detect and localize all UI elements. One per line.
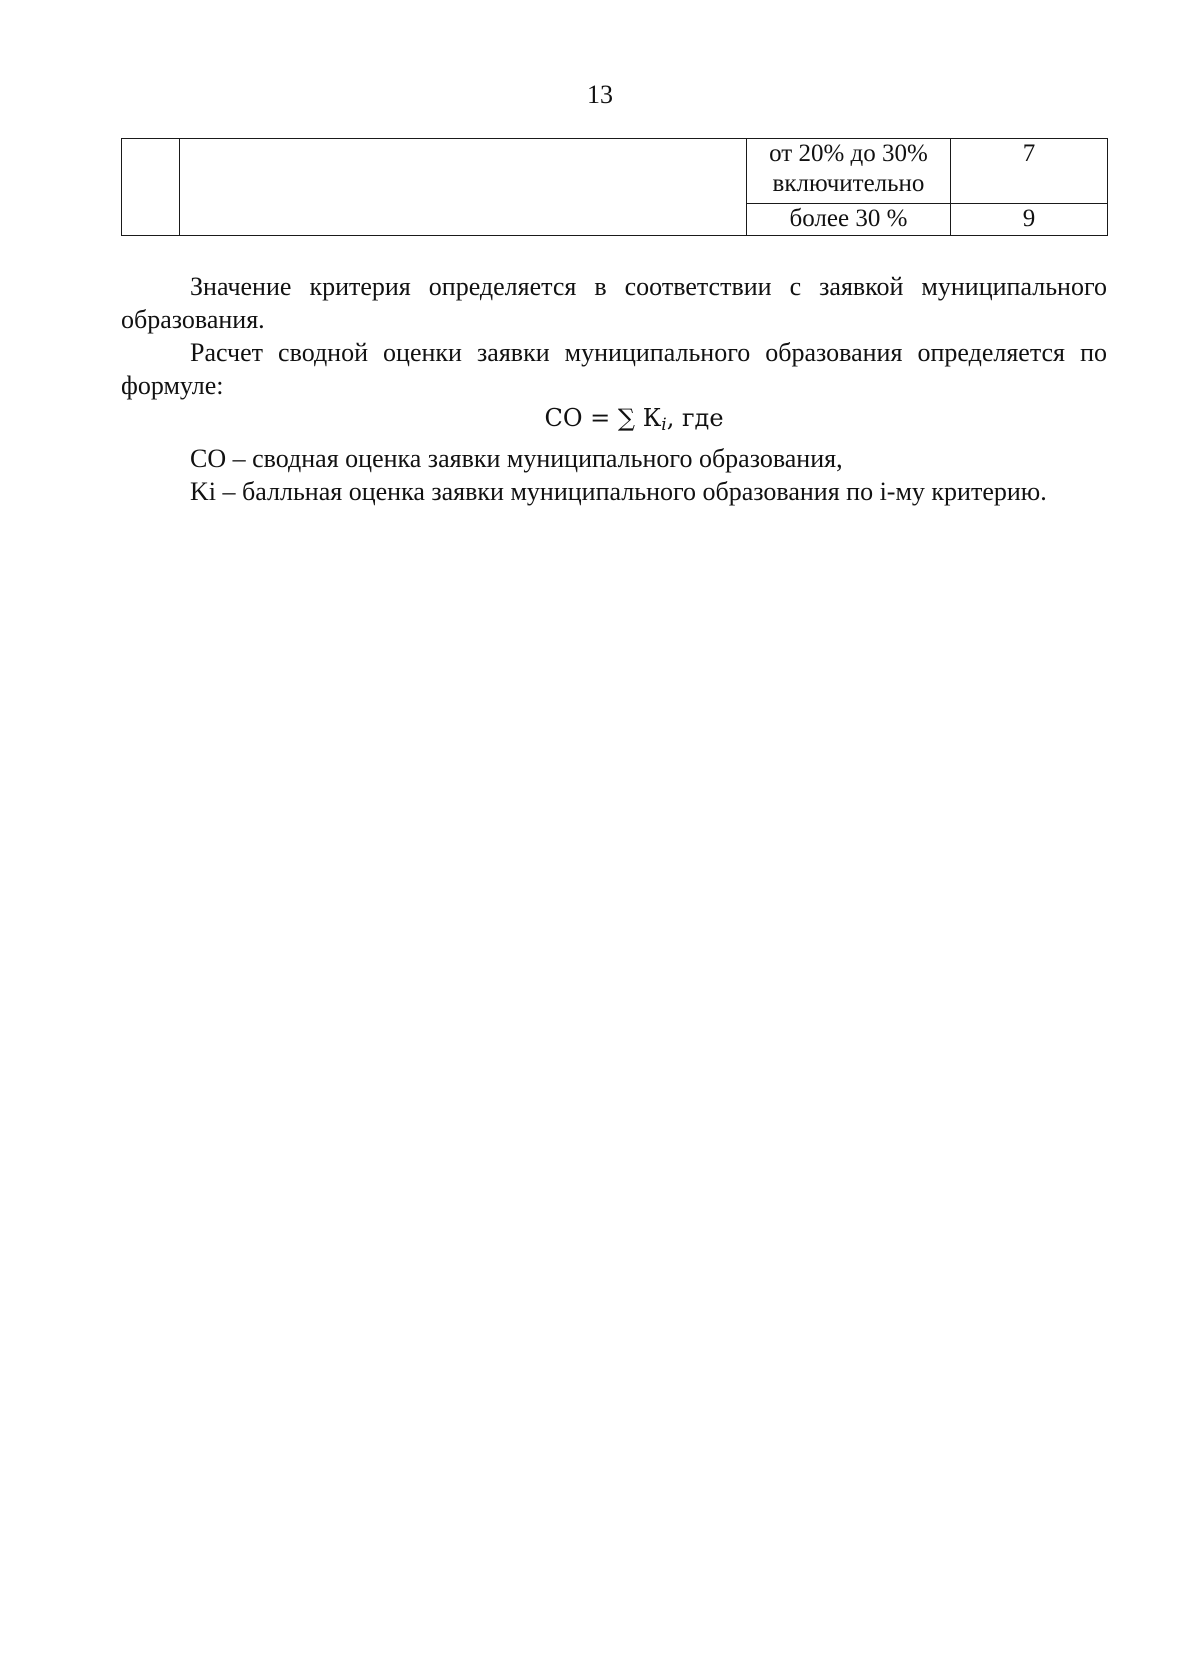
- formula-subscript: i: [661, 415, 667, 435]
- table-cell-range: более 30 %: [747, 204, 951, 236]
- table-cell-score: 7: [951, 139, 1108, 204]
- body-text: [121, 270, 1107, 508]
- formula: [121, 402, 1107, 442]
- formula-term: К: [642, 404, 662, 432]
- criteria-table: [121, 138, 1108, 236]
- formula-equals: =: [590, 404, 611, 432]
- paragraph-formula-intro: Расчет сводной оценки заявки муниципального образования определяется по формуле:: [121, 338, 1107, 400]
- table-cell-score: 9: [951, 204, 1108, 236]
- definition-ki: Ki – балльная оценка заявки муниципального образования по i-му критерию.: [190, 477, 1047, 506]
- formula-suffix: , где: [666, 404, 724, 432]
- table-row: [122, 139, 1108, 204]
- page-number: 13: [587, 80, 613, 109]
- table-cell-range: от 20% до 30% включительно: [747, 139, 951, 204]
- sum-symbol: ∑: [617, 404, 636, 432]
- formula-lhs: СО: [544, 404, 583, 432]
- table-cell-number: [122, 139, 180, 236]
- definition-co: СО – сводная оценка заявки муниципального образования,: [190, 444, 843, 473]
- paragraph-criterion-value: Значение критерия определяется в соответствии с заявкой муниципального образования.: [121, 272, 1107, 334]
- table-cell-criterion: [180, 139, 747, 236]
